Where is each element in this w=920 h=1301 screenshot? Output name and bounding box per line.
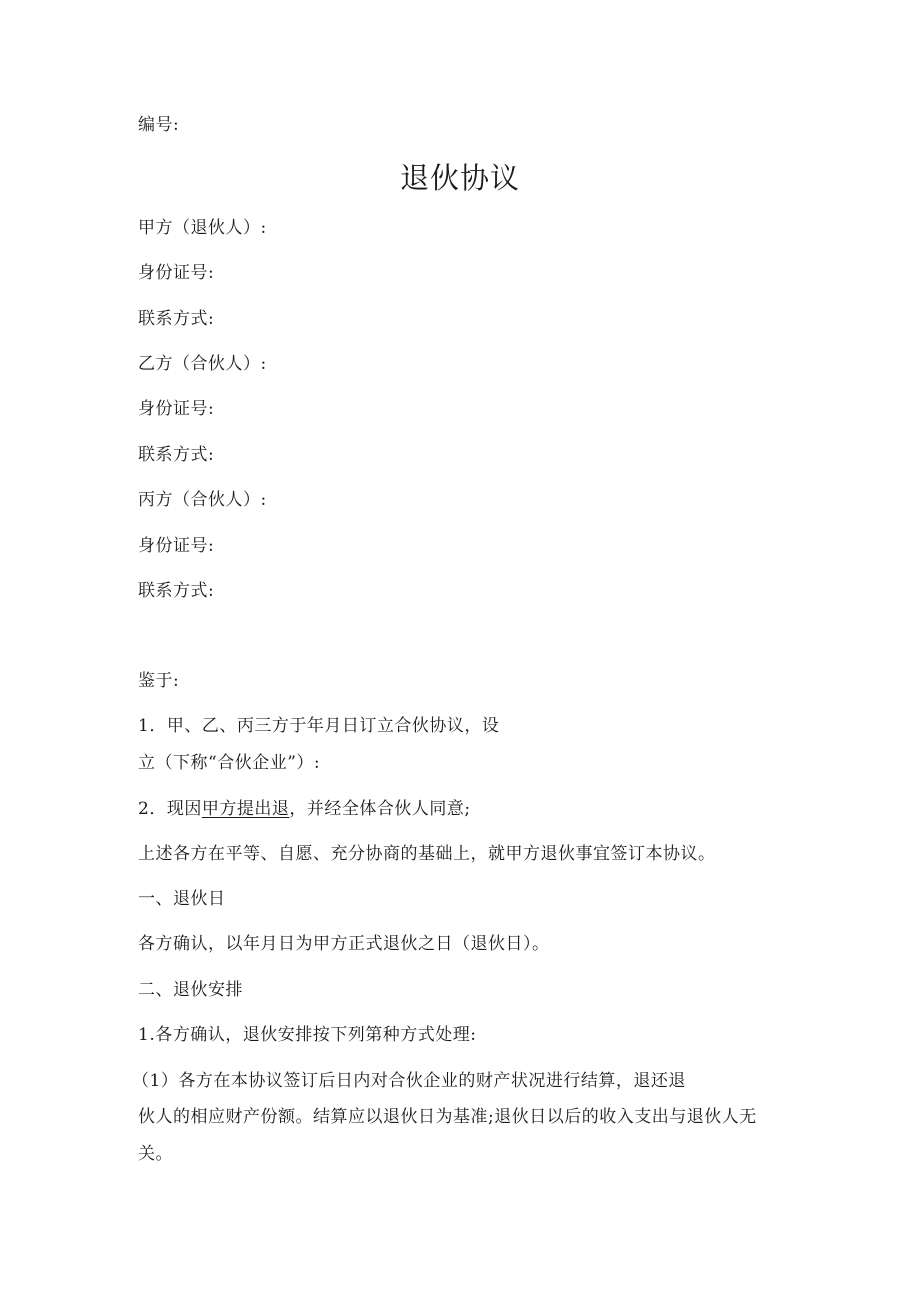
serial-number-label: 编号: [138, 115, 180, 135]
whereas-item-2-suffix: ，并经全体合伙人同意; [289, 799, 471, 819]
section-1-body: 各方确认，以年月日为甲方正式退伙之日（退伙日）。 [138, 934, 550, 954]
party-b-label: 乙方（合伙人）: [138, 354, 267, 374]
whereas-item-1-line-1: 1．甲、乙、丙三方于年月日订立合伙协议，设 [138, 716, 500, 736]
whereas-heading: 鉴于: [138, 671, 180, 691]
whereas-item-2 [138, 798, 471, 820]
party-c-contact-label: 联系方式: [138, 581, 215, 601]
section-2-item-1: 1.各方确认，退伙安排按下列第种方式处理: [138, 1025, 477, 1045]
whereas-item-1-line-2: 立（下称“合伙企业”）: [138, 753, 321, 773]
section-1-heading: 一、退伙日 [138, 889, 226, 909]
party-a-id-label: 身份证号: [138, 263, 215, 283]
section-2-sub-1-line-3: 关。 [138, 1144, 173, 1164]
party-b-id-label: 身份证号: [138, 399, 215, 419]
section-2-sub-1-line-2: 伙人的相应财产份额。结算应以退伙日为基准;退伙日以后的收入支出与退伙人无 [138, 1107, 757, 1127]
party-b-contact-label: 联系方式: [138, 445, 215, 465]
whereas-summary: 上述各方在平等、自愿、充分协商的基础上，就甲方退伙事宜签订本协议。 [138, 844, 716, 864]
whereas-item-2-underlined: 甲方提出退 [201, 799, 290, 819]
document-title: 退伙协议 [399, 161, 520, 195]
party-c-label: 丙方（合伙人）: [138, 490, 267, 510]
whereas-item-2-prefix: 2．现因 [138, 799, 202, 819]
section-2-sub-1-line-1: （1）各方在本协议签订后日内对合伙企业的财产状况进行结算，退还退 [132, 1071, 686, 1091]
party-c-id-label: 身份证号: [138, 536, 215, 556]
party-a-contact-label: 联系方式: [138, 309, 215, 329]
section-2-heading: 二、退伙安排 [138, 980, 243, 1000]
party-a-label: 甲方（退伙人）: [138, 218, 267, 238]
